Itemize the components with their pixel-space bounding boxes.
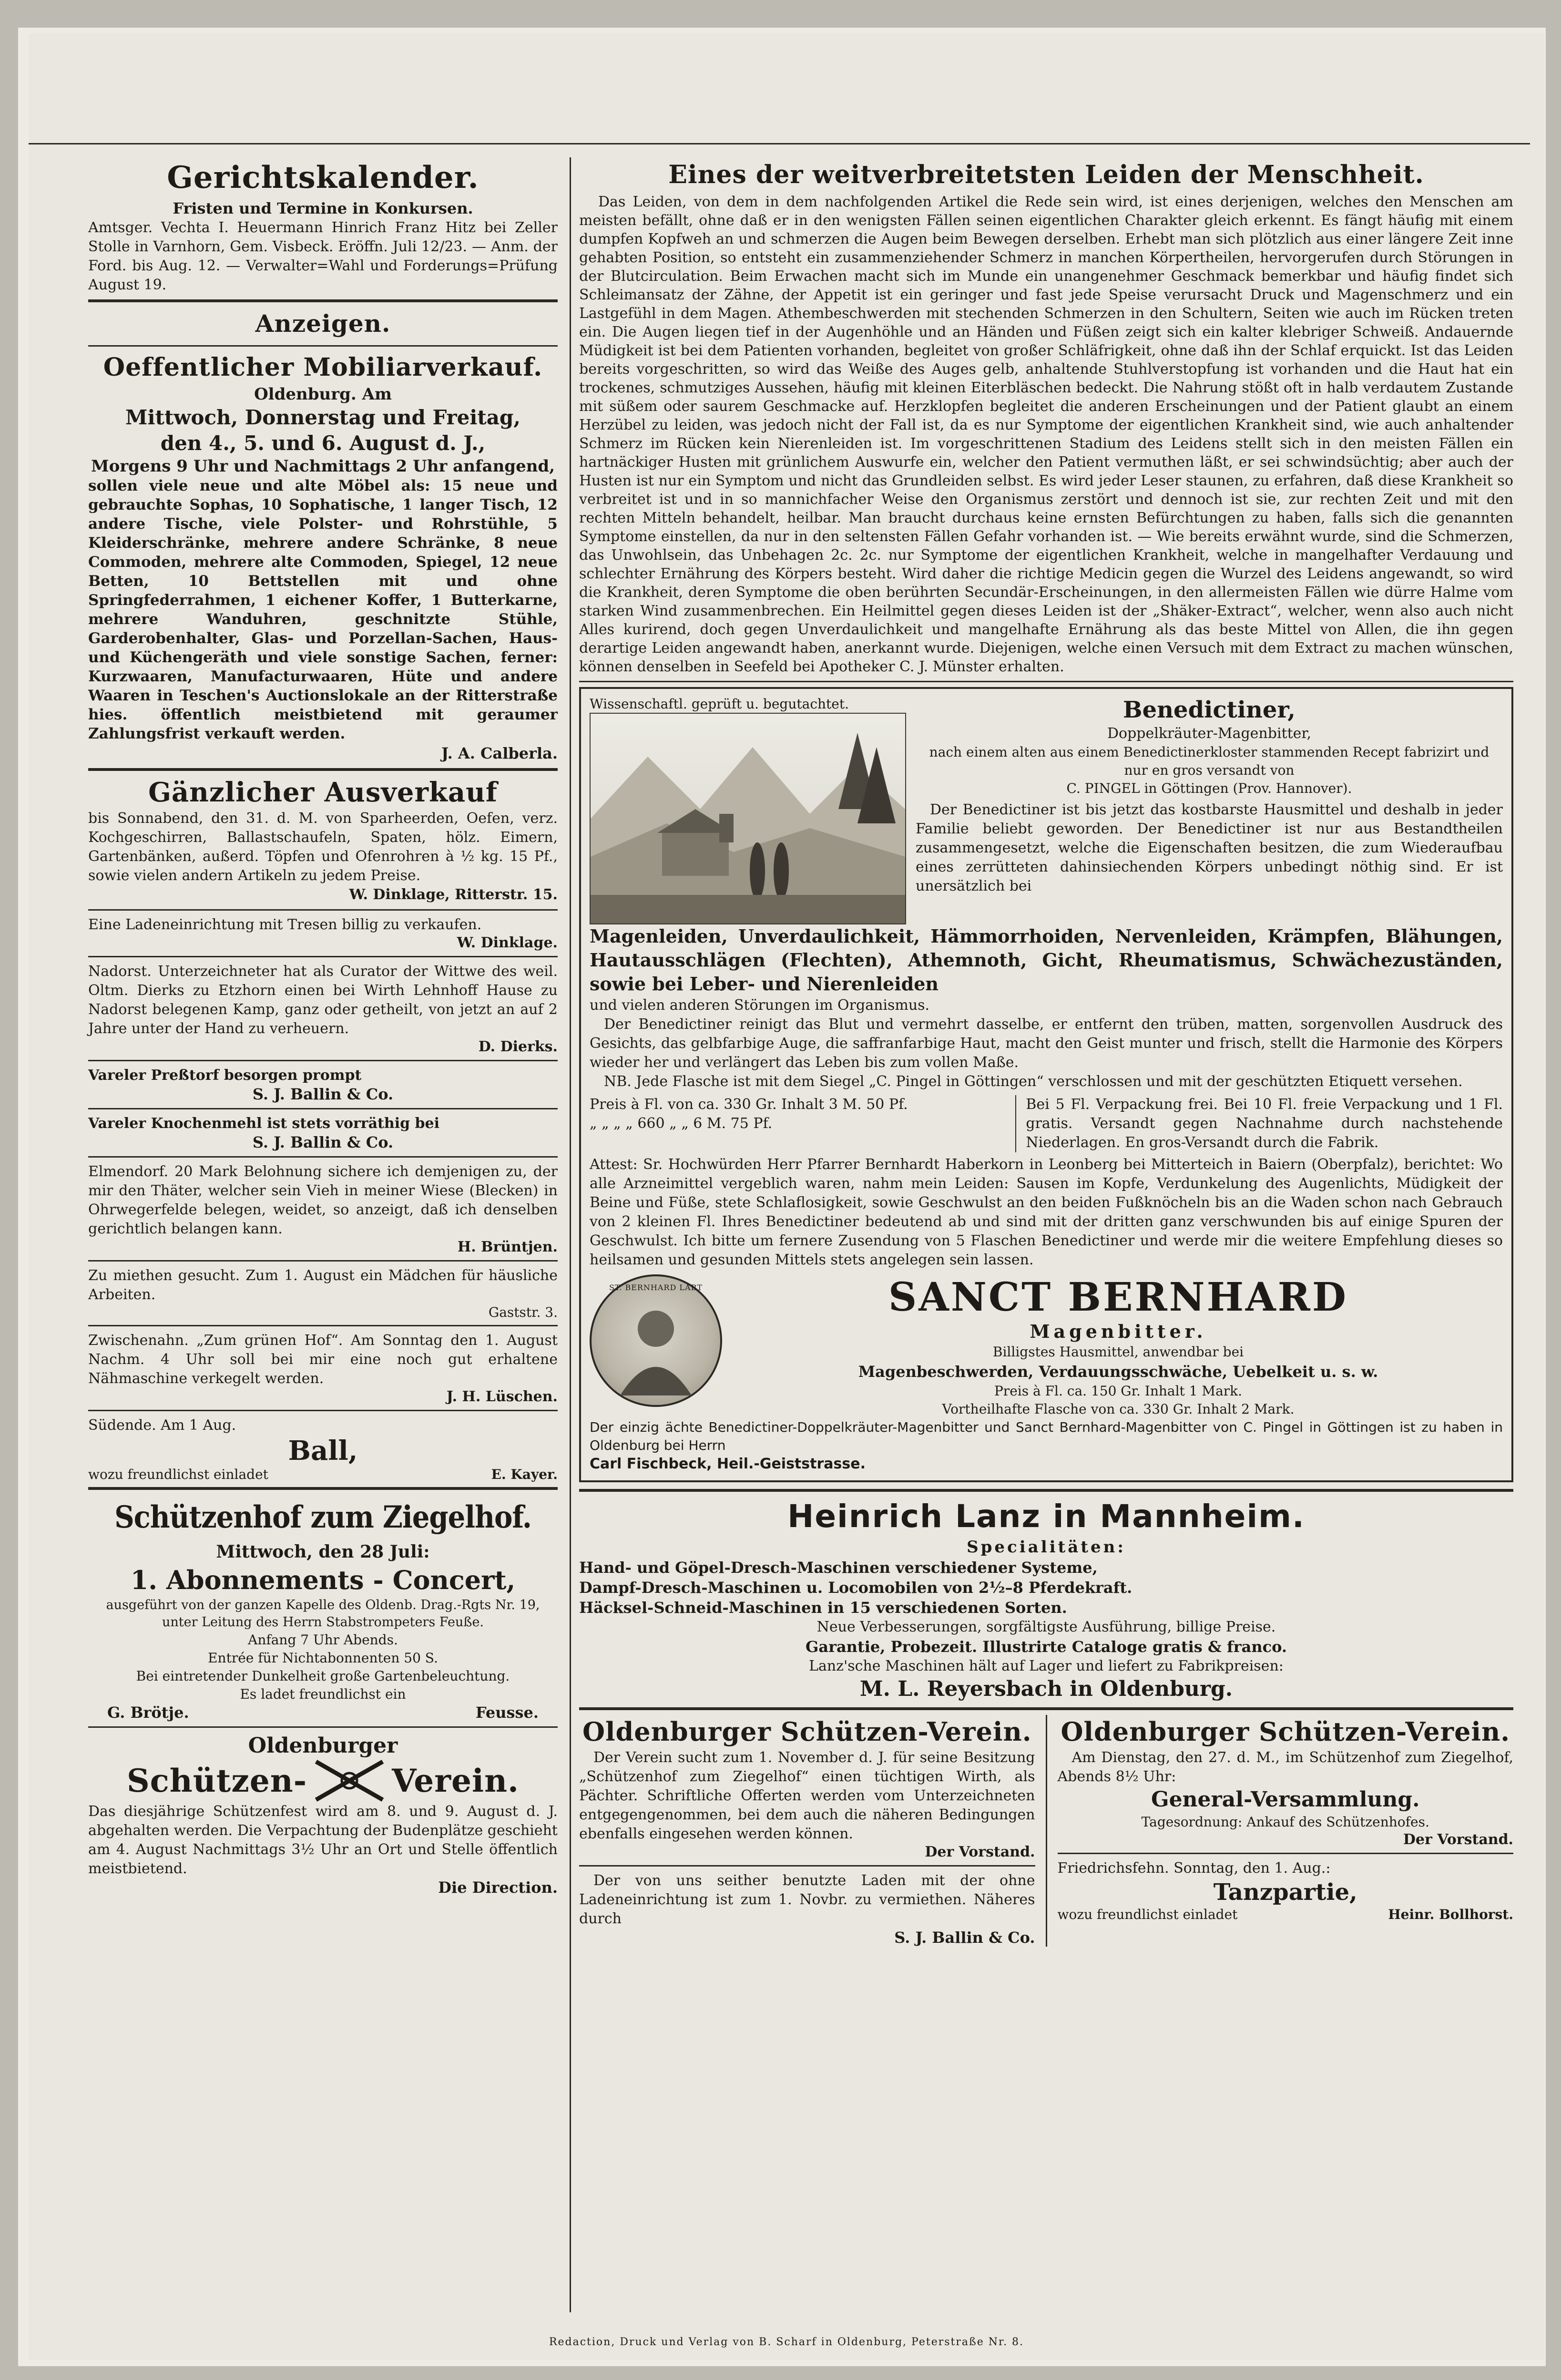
lanz-line-6: Lanz'sche Maschinen hält auf Lager und liefert zu Fabrikpreisen: bbox=[809, 1658, 1284, 1674]
shooting-club-meeting-agenda: Tagesordnung: Ankauf des Schützenhofes. bbox=[1141, 1814, 1429, 1830]
st-bernhard-title: SANCT BERNHARD bbox=[888, 1274, 1348, 1320]
shooting-club-meeting-ad bbox=[1058, 1715, 1514, 1854]
st-bernhard-subtitle: Magenbitter. bbox=[1030, 1321, 1207, 1342]
shooting-club-signature: Die Direction. bbox=[438, 1878, 558, 1897]
left-column bbox=[88, 157, 558, 1897]
bonemeal-text: Vareler Knochenmehl ist stets vorräthig bei bbox=[88, 1115, 439, 1132]
header-rule bbox=[29, 143, 1530, 144]
court-calendar-title: Gerichtskalender. bbox=[167, 160, 479, 195]
shooting-club-tenant-ad bbox=[579, 1715, 1035, 1867]
benedictiner-maker: C. PINGEL in Göttingen (Prov. Hannover). bbox=[1066, 780, 1352, 796]
lanz-line-2: Dampf-Dresch-Maschinen u. Locomobilen von 2½–8 Pferdekraft. bbox=[579, 1579, 1132, 1597]
divider bbox=[88, 1325, 558, 1326]
court-calendar-text: Amtsger. Vechta I. Heuermann Hinrich Franz Hitz bei Zeller Stolle in Varnhorn, Gem. Visbeck. Eröffn. Juli 12/23. — Anm. der Ford. bis Aug. 12. — Verwalter=Wahl und Forderungs=Prüfung August 19. bbox=[88, 219, 558, 293]
divider bbox=[88, 1156, 558, 1158]
ball-invite: wozu freundlichst einladet bbox=[88, 1467, 268, 1482]
dance-signature: Heinr. Bollhorst. bbox=[1388, 1907, 1513, 1922]
schuetzenhof-entry: Entrée für Nichtabonnenten 50 S. bbox=[208, 1650, 438, 1666]
shooting-club-meeting-text: Am Dienstag, den 27. d. M., im Schützenhof zum Ziegelhof, Abends 8½ Uhr: bbox=[1057, 1749, 1513, 1785]
schuetzenhof-title: Schützenhof zum Ziegelhof. bbox=[114, 1499, 531, 1535]
auction-ad bbox=[88, 351, 558, 771]
divider bbox=[579, 1865, 1035, 1867]
benedictiner-p2: und vielen anderen Störungen im Organismus. bbox=[590, 997, 930, 1014]
auction-dates: den 4., 5. und 6. August d. J., bbox=[160, 431, 486, 455]
divider bbox=[579, 1707, 1513, 1710]
column-divider bbox=[570, 157, 571, 2312]
divider bbox=[88, 909, 558, 911]
benedictiner-ad bbox=[579, 687, 1513, 1482]
schuetzenhof-ad bbox=[88, 1495, 558, 1728]
shop-fitting-signature: W. Dinklage. bbox=[457, 934, 558, 951]
monastery-illustration bbox=[590, 713, 906, 924]
divider bbox=[88, 768, 558, 771]
ball-title: Ball, bbox=[288, 1435, 358, 1467]
court-calendar bbox=[88, 157, 558, 302]
st-bernhard-line-2: Magenbeschwerden, Verdauungsschwäche, Uebelkeit u. s. w. bbox=[858, 1363, 1378, 1381]
lanz-line-3: Häcksel-Schneid-Maschinen in 15 verschiedenen Sorten. bbox=[579, 1599, 1067, 1617]
peat-ad bbox=[88, 1066, 558, 1109]
st-bernhard-line-5: Der einzig ächte Benedictiner-Doppelkräuter-Magenbitter und Sanct Bernhard-Magenbitter von C. Pingel in Göttingen ist zu haben in Oldenburg bei Herrn bbox=[590, 1419, 1503, 1453]
benedictiner-shipping: Bei 5 Fl. Verpackung frei. Bei 10 Fl. freie Verpackung und 1 Fl. gratis. Versandt gegen Nachnahme durch nachstehende Niederlagen. En gros-Versandt durch die Fabrik. bbox=[1026, 1096, 1503, 1151]
shooting-club-tenant-text: Der Verein sucht zum 1. November d. J. für seine Besitzung „Schützenhof zum Ziegelhof“ einen tüchtigen Wirth, als Pächter. Schriftliche Offerten werden vom Unterzeichneten entgegengenommen, bei dem auch die näheren Bedingungen ebenfalls eingesehen werden können. bbox=[579, 1749, 1035, 1842]
ball-signature: E. Kayer. bbox=[491, 1467, 558, 1482]
ball-ad bbox=[88, 1416, 558, 1490]
zwischenahn-signature: J. H. Lüschen. bbox=[446, 1388, 558, 1405]
shooting-club-ad bbox=[88, 1733, 558, 1897]
shop-fitting-ad bbox=[88, 915, 558, 957]
divider bbox=[88, 1487, 558, 1490]
schuetzenhof-light: Bei eintretender Dunkelheit große Gartenbeleuchtung. bbox=[136, 1668, 510, 1684]
auction-days: Mittwoch, Donnerstag und Freitag, bbox=[125, 406, 520, 429]
shop-fitting-text: Eine Ladeneinrichtung mit Tresen billig zu verkaufen. bbox=[88, 916, 482, 933]
divider bbox=[88, 1260, 558, 1262]
schuetzenhof-start: Anfang 7 Uhr Abends. bbox=[248, 1632, 398, 1648]
imprint-footer: Redaction, Druck und Verlag von B. Scharf in Oldenburg, Peterstraße Nr. 8. bbox=[549, 2336, 1024, 2348]
health-article-title: Eines der weitverbreitetsten Leiden der Menschheit. bbox=[668, 160, 1424, 189]
reward-signature: H. Brüntjen. bbox=[457, 1239, 558, 1255]
shooting-club-tenant-title: Oldenburger Schützen-Verein. bbox=[582, 1716, 1032, 1747]
lanz-line-7: M. L. Reyersbach in Oldenburg. bbox=[859, 1677, 1233, 1701]
dance-invite: wozu freundlichst einladet bbox=[1057, 1907, 1238, 1922]
schuetzenhof-signature-2: Feusse. bbox=[475, 1703, 539, 1722]
divider bbox=[579, 1489, 1513, 1492]
clearance-sale-body: bis Sonnabend, den 31. d. M. von Sparheerden, Oefen, verz. Kochgeschirren, Ballastschaufeln, Spaten, hölz. Eimern, Gartenbänken, außerd. Töpfen und Ofenrohren à ½ kg. 15 Pf., sowie vielen andern Artikeln zu jedem Preise. bbox=[88, 810, 558, 884]
zwischenahn-text: Zwischenahn. „Zum grünen Hof“. Am Sonntag den 1. August Nachm. 4 Uhr soll bei mir eine noch gut erhaltene Nähmaschine verkegelt werden. bbox=[88, 1332, 558, 1387]
shooting-club-head: Oldenburger bbox=[248, 1734, 398, 1758]
zwischenahn-ad bbox=[88, 1331, 558, 1411]
peat-signature: S. J. Ballin & Co. bbox=[252, 1085, 394, 1103]
schuetzenhof-invite: Es ladet freundlichst ein bbox=[240, 1686, 406, 1702]
schuetzenhof-signature-1: G. Brötje. bbox=[107, 1703, 189, 1722]
shooting-club-title-1: Schützen- bbox=[126, 1762, 307, 1799]
shop-rental-ad bbox=[579, 1871, 1035, 1947]
ball-date: Südende. Am 1 Aug. bbox=[88, 1417, 236, 1434]
dance-ad bbox=[1058, 1859, 1514, 1922]
lanz-line-1: Hand- und Göpel-Dresch-Maschinen verschiedener Systeme, bbox=[579, 1559, 1098, 1577]
clearance-sale-signature: W. Dinklage, Ritterstr. 15. bbox=[349, 886, 558, 903]
benedictiner-caption: Wissenschaftl. geprüft u. begutachtet. bbox=[590, 696, 849, 712]
shooting-club-meeting-signature: Der Vorstand. bbox=[1403, 1831, 1513, 1848]
reward-ad bbox=[88, 1162, 558, 1262]
shooting-club-meeting-title: Oldenburger Schützen-Verein. bbox=[1061, 1716, 1510, 1747]
shooting-club-tenant-signature: Der Vorstand. bbox=[925, 1844, 1035, 1860]
health-article-body: Das Leiden, von dem in dem nachfolgenden Artikel die Rede sein wird, ist eines derjenigen, welches den Menschen am meisten befällt, ohne daß er in den wenigsten Fällen seinen eigentlichen Charakter gleich erkennt. Es fängt häufig mit einem dumpfen Kopfweh an und schmerzen die Augen beim Bewegen derselben. Erhebt man sich plötzlich aus einer längere Zeit inne gehabten Position, so entsteht ein zusammenziehender Schmerz in manchen Körpertheilen, hervorgerufen durch Störungen in der Blutcirculation. Beim Erwachen macht sich im Munde ein unangenehmer Geschmack bemerkbar und häufig findet sich Schleimansatz der Zähne, der Appetit ist ein geringer und fast jede Speise verursacht Druck und Magenschmerz und ein Lastgefühl in dem Magen. Athembeschwerden mit stechenden Schmerzen in den Schultern, Seiten wie auch im Rücken treten ein. Die Augen liegen tief in der Augenhöhle und an Händen und Füßen zeigt sich ein kalter klebriger Schweiß. Andauernde Müdigkeit ist bei dem Patienten vorhanden, begleitet von großer Schläfrigkeit, ohne daß ihn der Schlaf erquickt. Ist das Leiden bereits vorgeschritten, so wird das Weiße des Auges gelb, anhaltende Stuhlverstopfung ist vorhanden und die Haut hat ein trockenes, schmutziges Aussehen, häufig mit kleinen Eiterbläschen bedeckt. Die Nahrung stößt oft in halb verdautem Zustande mit süßem oder saurem Geschmacke auf. Herzklopfen begleitet die anderen Erscheinungen und der Patient glaubt an einem Herzübel zu leiden, was jedoch nicht der Fall ist, da es nur Symptome der eigentlichen Krankheit sind, wie auch anhaltender Schmerz im Rücken kein Nierenleiden ist. Im vorgeschrittenen Stadium des Leidens stellt sich in den meisten Fällen ein hartnäckiger Husten mit grünlichem Auswurfe ein, welcher den Patient vermuthen läßt, er sei schwindsüchtig; aber auch der Husten ist nur ein Symptom und nicht das Grundleiden selbst. Es wird jeder Leser staunen, zu erfahren, daß diese Krankheit so verbreitet ist und in so mannichfacher Weise den Organismus zerstört und dennoch ist sie, zur rechten Zeit und mit den rechten Mitteln behandelt, heilbar. Man braucht durchaus keine ernsten Befürchtungen zu haben, falls sich die genannten Symptome einstellen, da nur in den seltensten Fällen Gefahr vorhanden ist. — Wie bereits erwähnt wurde, sind die Schmerzen, das Unwohlsein, das Unbehagen 2c. 2c. nur Symptome der eigentlichen Krankheit, welche in mangelhafter Verdauung und schlechter Ernährung des Körpers besteht. Wird daher die richtige Medicin gegen die Wurzel des Leidens angewandt, so wird die Krankheit, deren Symptome die oben berührten Secundär-Erscheinungen, in den allermeisten Fällen wie dürre Halme vom starken Wind zusammenbrechen. Ein Heilmittel gegen dieses Leiden ist der „Shäker-Extract“, welcher, wenn also auch nicht Alles kurirend, doch gegen Unverdaulichkeit und mangelhafte Ernährung als das beste Mittel von Allen, die ihn gegen derartige Leiden angewandt haben, anerkannt wurde. Diejenigen, welche einen Versuch mit dem Extract zu machen wünschen, können denselben in Seefeld bei Apotheker C. J. Münster erhalten. bbox=[579, 194, 1513, 675]
schuetzenhof-concert: 1. Abonnements - Concert, bbox=[130, 1565, 516, 1595]
bonemeal-signature: S. J. Ballin & Co. bbox=[252, 1133, 394, 1151]
wanted-text: Zu miethen gesucht. Zum 1. August ein Mädchen für häusliche Arbeiten. bbox=[88, 1267, 558, 1303]
benedictiner-attest: Attest: Sr. Hochwürden Herr Pfarrer Bernhardt Haberkorn in Leonberg bei Mitterteich in Baiern (Oberpfalz), berichtet: Wo alle Arzneimittel vergeblich waren, nahm mein Leiden: Sausen im Kopfe, Verdunkelung des Augenlichts, Müdigkeit der Beine und Füße, stete Schlaflosigkeit, sowie Geschwulst an den beiden Fußknöcheln bis an die Waden schon nach Gebrauch von 2 kleinen Fl. Ihres Benedictiner bedeutend ab und sind mit der dritten ganz verschwunden bis auf einige Spuren der Geschwulst. Ich bitte um fernere Zusendung von 5 Flaschen Benedictiner und werde mir die weitere Empfehlung dieses so heilsamen und gesunden Mittels stets angelegen sein lassen. bbox=[590, 1156, 1503, 1268]
auction-title: Oeffentlicher Mobiliarverkauf. bbox=[103, 353, 543, 382]
benedictiner-p3: Der Benedictiner reinigt das Blut und vermehrt dasselbe, er entfernt den trüben, matten, sorgenvollen Ausdruck des Gesichts, das gelbfarbige Auge, die saffranfarbige Haut, macht den Geist munter und frisch, stellt die Harmonie des Körpers wieder her und verlängert das Leben bis zum vollen Maße. bbox=[590, 1016, 1503, 1071]
schuetzenhof-detail: ausgeführt von der ganzen Kapelle des Oldenb. Drag.-Rgts Nr. 19, unter Leitung des Herrn Stabstrompeters Feuße. bbox=[106, 1598, 540, 1630]
lanz-line-5: Garantie, Probezeit. Illustrirte Cataloge gratis & franco. bbox=[806, 1638, 1287, 1656]
shop-rental-signature: S. J. Ballin & Co. bbox=[894, 1929, 1035, 1947]
lanz-ad bbox=[579, 1497, 1513, 1703]
st-bernhard-seal bbox=[590, 1274, 722, 1407]
benedictiner-ailments: Magenleiden, Unverdaulichkeit, Hämmorrhoiden, Nervenleiden, Krämpfen, Blähungen, Hautausschlägen (Flechten), Athemnoth, Gicht, Rheumatismus, Schwächezuständen, sowie bei Leber- und Nierenleiden bbox=[590, 925, 1503, 995]
auction-times: Morgens 9 Uhr und Nachmittags 2 Uhr anfangend, bbox=[91, 457, 555, 476]
divider bbox=[88, 956, 558, 957]
divider bbox=[88, 345, 558, 347]
st-bernhard-line-4: Vortheilhafte Flasche von ca. 330 Gr. Inhalt 2 Mark. bbox=[942, 1401, 1295, 1417]
benedictiner-price-2: „ „ „ „ 660 „ „ 6 M. 75 Pf. bbox=[590, 1115, 773, 1132]
benedictiner-nb: NB. Jede Flasche ist mit dem Siegel „C. Pingel in Göttingen“ verschlossen und mit der geschützten Etiquett versehen. bbox=[604, 1073, 1463, 1090]
clearance-sale-ad bbox=[88, 776, 558, 911]
dance-text: Friedrichsfehn. Sonntag, den 1. Aug.: bbox=[1057, 1860, 1331, 1877]
divider bbox=[88, 1726, 558, 1728]
schuetzenhof-date: Mittwoch, den 28 Juli: bbox=[216, 1542, 430, 1562]
lanz-specialties: Specialitäten: bbox=[967, 1538, 1126, 1557]
ads-heading: Anzeigen. bbox=[255, 309, 391, 338]
health-article bbox=[579, 157, 1513, 682]
divider bbox=[579, 681, 1513, 682]
lanz-line-4: Neue Verbesserungen, sorgfältigste Ausführung, billige Preise. bbox=[816, 1619, 1276, 1635]
lanz-title: Heinrich Lanz in Mannheim. bbox=[787, 1498, 1305, 1535]
wanted-ad bbox=[88, 1266, 558, 1326]
shooting-club-title-2: Verein. bbox=[392, 1762, 520, 1799]
shooting-club-text: Das diesjährige Schützenfest wird am 8. und 9. August d. J. abgehalten werden. Die Verpachtung der Budenplätze geschieht am 4. August Nachmittags 3½ Uhr an Ort und Stelle öffentlich meistbietend. bbox=[88, 1803, 558, 1877]
benedictiner-title: Benedictiner, bbox=[1123, 697, 1296, 723]
nadorst-text: Nadorst. Unterzeichneter hat als Curator der Wittwe des weil. Oltm. Dierks zu Etzhorn einen bei Wirth Lehnhoff Hause zu Nadorst belegenen Kamp, ganz oder getheilt, von jetzt an auf 2 Jahre unter der Hand zu verheuern. bbox=[88, 963, 558, 1037]
st-bernhard-seal-text: ST. BERNHARD LABT bbox=[609, 1283, 703, 1292]
reward-text: Elmendorf. 20 Mark Belohnung sichere ich demjenigen zu, der mir den Thäter, welcher sein Vieh in meiner Wiese (Blecken) in Ohrwegerfelde belegen, weidet, so anzeigt, daß ich denselben gerichtlich belangen kann. bbox=[88, 1163, 558, 1237]
st-bernhard-line-3: Preis à Fl. ca. 150 Gr. Inhalt 1 Mark. bbox=[994, 1383, 1243, 1399]
benedictiner-intro: nach einem alten aus einem Benedictinerkloster stammenden Recept fabrizirt und nur en gros versandt von bbox=[929, 744, 1490, 778]
wanted-address: Gaststr. 3. bbox=[488, 1304, 558, 1320]
crossed-rifles-icon bbox=[314, 1759, 385, 1802]
divider bbox=[88, 1060, 558, 1061]
auction-body: sollen viele neue und alte Möbel als: 15 neue und gebrauchte Sophas, 10 Sophatische, 1 langer Tisch, 12 andere Tische, viele Polster- und Rohrstühle, 5 Kleiderschränke, mehrere andere Schränke, 8 neue Commoden, mehrere alte Commoden, Spiegel, 12 neue Betten, 10 Bettstellen mit und ohne Springfederrahmen, 1 eichener Koffer, 1 Butterkarne, mehrere Wanduhren, geschnitzte Stühle, Garderobenhalter, Glas- und Porzellan-Sachen, Haus- und Küchengeräth und viele sonstige Sachen, ferner: Kurzwaaren, Manufacturwaaren, Hüte und andere Waaren in Teschen's Auctionslokale an der Ritterstraße hies. öffentlich meistbietend mit geraumer Zahlungsfrist verkauft werden. bbox=[88, 477, 558, 742]
benedictiner-subtitle: Doppelkräuter-Magenbitter, bbox=[1107, 725, 1311, 742]
benedictiner-description: Der Benedictiner ist bis jetzt das kostbarste Hausmittel und deshalb in jeder Familie beliebt geworden. Der Benedictiner ist nur aus Bestandtheilen zusammengesetzt, welche die Eigenschaften besitzen, die zum Wiederaufbau eines zerrütteten dahinsiechenden Körpers unbedingt nöthig sind. Er ist unersätzlich bei bbox=[916, 801, 1503, 894]
shop-rental-text: Der von uns seither benutzte Laden mit der ohne Ladeneinrichtung ist zum 1. Novbr. zu vermiethen. Näheres durch bbox=[579, 1872, 1035, 1927]
nadorst-signature: D. Dierks. bbox=[478, 1038, 558, 1055]
dance-title: Tanzpartie, bbox=[1213, 1879, 1357, 1906]
divider bbox=[88, 299, 558, 302]
st-bernhard-line-6: Carl Fischbeck, Heil.-Geiststrasse. bbox=[590, 1456, 866, 1472]
divider bbox=[1058, 1853, 1514, 1854]
bonemeal-ad bbox=[88, 1114, 558, 1158]
court-calendar-subtitle: Fristen und Termine in Konkursen. bbox=[173, 199, 473, 217]
st-bernhard-line-1: Billigstes Hausmittel, anwendbar bei bbox=[992, 1344, 1244, 1360]
benedictiner-price-1: Preis à Fl. von ca. 330 Gr. Inhalt 3 M. 50 Pf. bbox=[590, 1096, 908, 1113]
auction-place: Oldenburg. Am bbox=[254, 385, 392, 404]
right-column bbox=[579, 157, 1513, 1947]
divider bbox=[88, 1410, 558, 1411]
auction-signature: J. A. Calberla. bbox=[441, 744, 558, 762]
clearance-sale-title: Gänzlicher Ausverkauf bbox=[148, 777, 498, 808]
peat-text: Vareler Preßtorf besorgen prompt bbox=[88, 1067, 362, 1084]
divider bbox=[88, 1108, 558, 1109]
nadorst-ad bbox=[88, 962, 558, 1061]
shooting-club-meeting-event: General-Versammlung. bbox=[1151, 1787, 1420, 1812]
